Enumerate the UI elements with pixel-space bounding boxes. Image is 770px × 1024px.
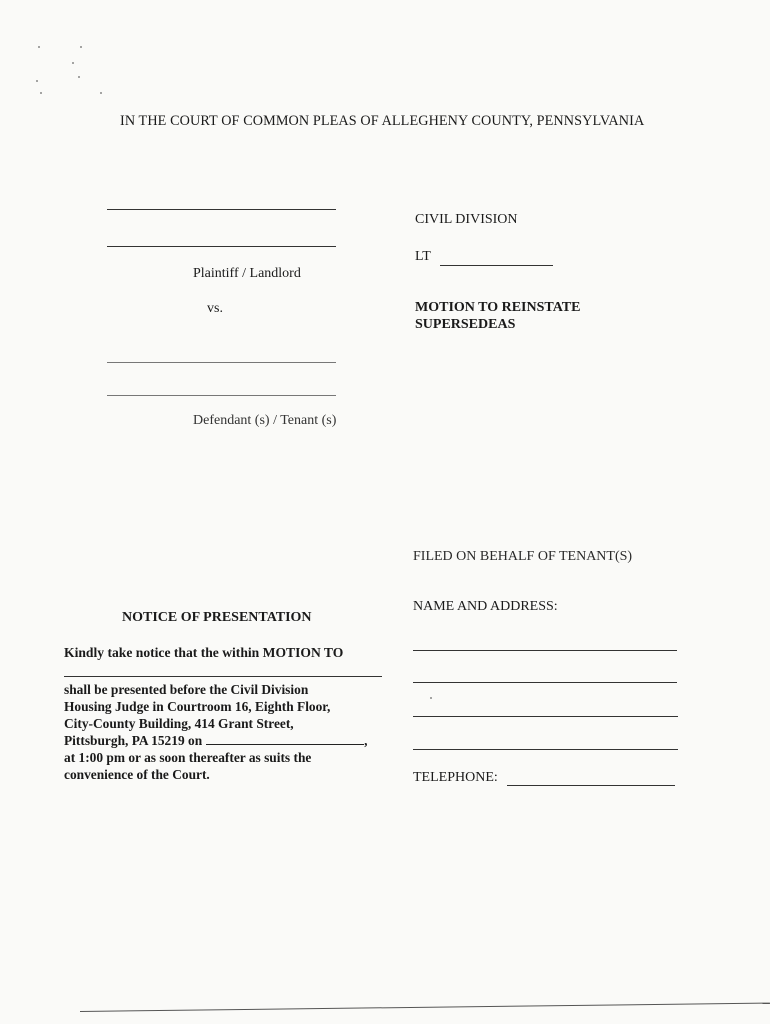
- notice-line-4-prefix: Pittsburgh, PA 15219 on: [64, 733, 203, 748]
- motion-title-line-2: SUPERSEDEAS: [415, 317, 516, 332]
- notice-heading: NOTICE OF PRESENTATION: [122, 610, 312, 625]
- filed-on-behalf-label: FILED ON BEHALF OF TENANT(S): [413, 549, 633, 564]
- civil-division-label: CIVIL DIVISION: [415, 212, 518, 227]
- notice-body: [64, 681, 394, 783]
- scan-speck: [78, 76, 80, 78]
- notice-line-1: shall be presented before the Civil Division: [64, 682, 309, 697]
- plaintiff-label: Plaintiff / Landlord: [193, 266, 301, 281]
- notice-line-3: City-County Building, 414 Grant Street,: [64, 716, 294, 731]
- scan-speck: [38, 46, 40, 48]
- defendant-label: Defendant (s) / Tenant (s): [193, 413, 337, 428]
- notice-intro: Kindly take notice that the within MOTION TO: [64, 645, 344, 660]
- notice-line-2: Housing Judge in Courtroom 16, Eighth Floor,: [64, 699, 331, 714]
- address-line-3[interactable]: [413, 716, 678, 717]
- scan-speck: [72, 62, 74, 64]
- scan-speck: [80, 46, 82, 48]
- address-line-4[interactable]: [413, 749, 678, 750]
- notice-line-4-suffix: ,: [364, 733, 368, 748]
- address-line-1[interactable]: [413, 650, 677, 651]
- plaintiff-name-line-2[interactable]: [107, 246, 336, 247]
- vs-label: vs.: [207, 301, 223, 316]
- notice-line-5: at 1:00 pm or as soon thereafter as suits the: [64, 750, 312, 765]
- notice-line-6: convenience of the Court.: [64, 767, 210, 782]
- court-title: IN THE COURT OF COMMON PLEAS OF ALLEGHENY COUNTY, PENNSYLVANIA: [120, 113, 645, 129]
- scan-speck: [100, 92, 102, 94]
- address-line-2[interactable]: [413, 682, 677, 683]
- name-address-label: NAME AND ADDRESS:: [413, 599, 558, 614]
- notice-line-4: [64, 732, 394, 749]
- motion-name-line[interactable]: [64, 676, 382, 677]
- scan-speck: [40, 92, 42, 94]
- telephone-label: TELEPHONE:: [413, 770, 498, 785]
- lt-number-line[interactable]: [440, 265, 553, 266]
- lt-label: LT: [415, 249, 431, 264]
- scan-speck: [430, 697, 432, 699]
- scan-edge-line: [80, 1003, 770, 1012]
- scan-speck: [36, 80, 38, 82]
- telephone-line[interactable]: [507, 785, 675, 786]
- defendant-name-line-1[interactable]: [107, 362, 336, 363]
- motion-title-line-1: MOTION TO REINSTATE: [415, 300, 581, 315]
- plaintiff-name-line-1[interactable]: [107, 209, 336, 210]
- defendant-name-line-2[interactable]: [107, 395, 336, 396]
- presentation-date-line[interactable]: [206, 732, 364, 745]
